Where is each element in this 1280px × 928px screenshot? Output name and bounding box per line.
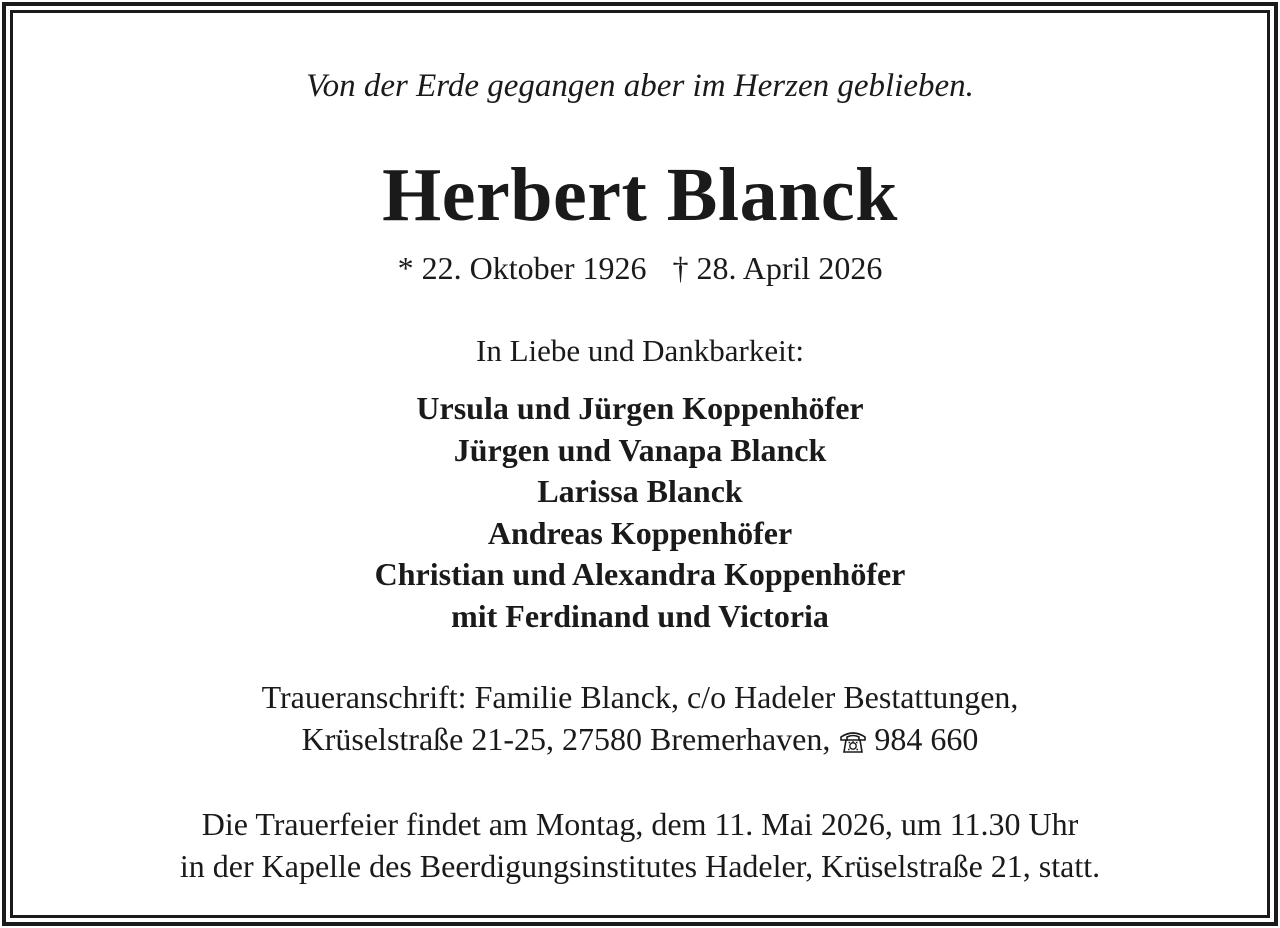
life-dates xyxy=(0,247,1280,289)
ceremony-line-1: Die Trauerfeier findet am Montag, dem 11. Mai 2026, um 11.30 Uhr xyxy=(201,806,1079,842)
mourner-line: Jürgen und Vanapa Blanck xyxy=(453,431,827,468)
address-street: Krüselstraße 21-25, 27580 Bremerhaven, xyxy=(301,721,831,757)
mourner-line: Andreas Koppenhöfer xyxy=(487,514,793,551)
mourners-list xyxy=(0,388,1280,637)
telephone-icon xyxy=(838,722,868,764)
mourner-line: Ursula und Jürgen Koppenhöfer xyxy=(416,390,864,426)
address-line-2 xyxy=(0,718,1280,764)
deceased-name: Herbert Blanck xyxy=(382,153,898,237)
death-date: † 28. April 2026 xyxy=(672,250,883,286)
mourner-line: Christian und Alexandra Koppenhöfer xyxy=(374,556,906,592)
motto: Von der Erde gegangen aber im Herzen geblieben. xyxy=(306,68,974,104)
mourner-line: mit Ferdinand und Victoria xyxy=(451,597,829,634)
ceremony-line-2: in der Kapelle des Beerdigungsinstitutes Hadeler, Krüselstraße 21, statt. xyxy=(179,848,1101,884)
dedication: In Liebe und Dankbarkeit: xyxy=(476,333,804,368)
address-line-1: Traueranschrift: Familie Blanck, c/o Hadeler Bestattungen, xyxy=(261,679,1019,715)
condolence-address xyxy=(0,676,1280,764)
funeral-ceremony-info xyxy=(0,803,1280,887)
phone-number: 984 660 xyxy=(874,721,979,757)
birth-date: * 22. Oktober 1926 xyxy=(397,250,647,286)
mourner-line: Larissa Blanck xyxy=(537,473,743,509)
